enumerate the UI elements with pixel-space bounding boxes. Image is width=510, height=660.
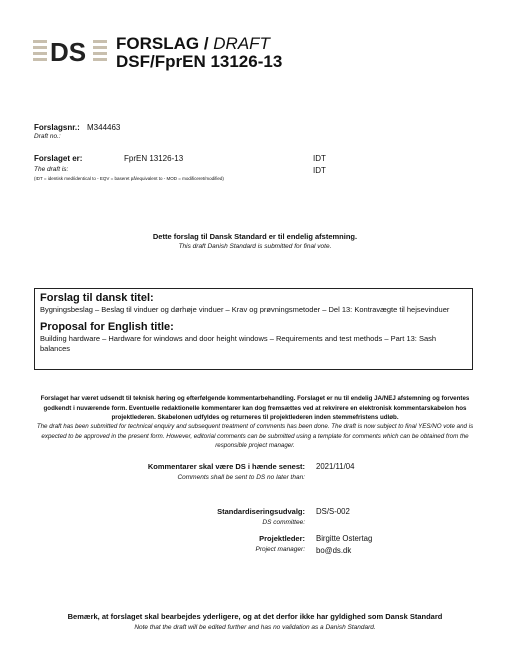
proposal-code-da: IDT — [313, 154, 326, 163]
proposal-legend: (IDT = identisk med/identical to - EQV = baseret på/equivalent to - MOD = modificeret/modified) — [34, 176, 224, 181]
proposal-sub: The draft is: — [34, 166, 69, 173]
draft-title-italic: DRAFT — [213, 34, 270, 53]
project-manager-sub: Project manager: — [255, 546, 305, 553]
proposal-value: FprEN 13126-13 — [124, 154, 184, 163]
danish-title-heading: Forslag til dansk titel: — [40, 292, 154, 304]
footer-note-da: Bemærk, at forslaget skal bearbejdes yderligere, og at det derfor ikke har gyldighed som Dansk Standard — [67, 612, 443, 621]
english-title-heading: Proposal for English title: — [40, 321, 174, 333]
draft-title — [116, 34, 270, 54]
project-manager-email[interactable]: bo@ds.dk — [316, 546, 352, 555]
committee-value: DS/S-002 — [316, 507, 350, 516]
english-title-text: Building hardware – Hardware for windows and door height windows – Requirements and test methods – Part 13: Sash balances — [40, 334, 437, 353]
standard-number: DSF/FprEN 13126-13 — [116, 52, 283, 71]
comments-deadline-value: 2021/11/04 — [316, 462, 355, 471]
vote-notice-da: Dette forslag til Dansk Standard er til endelig afstemning. — [152, 232, 358, 241]
project-manager-name: Birgitte Ostertag — [316, 534, 373, 543]
logo-stripes-left — [33, 40, 47, 61]
info-paragraph-en: The draft has been submitted for technical enquiry and subsequent treatment of comments has been done. The draft is now subject to final YES/NO vote and is expected to be approved in the present form. However, editorial comments can be submitted using a template for comments which can be obtained from the responsible project manager. — [36, 423, 474, 449]
footer-note-en: Note that the draft will be edited further and has no validation as a Danish Standard. — [134, 624, 376, 631]
vote-notice-en: This draft Danish Standard is submitted for final vote. — [178, 243, 332, 250]
proposal-code-en: IDT — [313, 166, 326, 175]
logo-stripes-right — [93, 40, 107, 61]
danish-title-text: Bygningsbeslag – Beslag til vinduer og dørhøje vinduer – Krav og prøvningsmetoder – Del 13: Kontravægte til hejsevinduer — [40, 305, 450, 314]
title-box — [34, 288, 473, 370]
logo-text: DS — [50, 37, 87, 64]
draft-no-sub: Draft no.: — [34, 133, 61, 140]
draft-no-label: Forslagsnr.: — [34, 123, 80, 132]
comments-deadline-sub: Comments shall be sent to DS no later than: — [177, 474, 305, 481]
ds-logo — [33, 36, 109, 64]
info-paragraph-da: Forslaget har været udsendt til teknisk høring og efterfølgende kommentarbehandling. Forslaget er nu til endelig JA/NEJ afstemning og forventes godkendt i nuværende form. Eventuelle redaktionelle kommentarer kan dog fremsættes ved at rekvirere en elektronisk kommentarskabelon hos projektlederen. Skabelonen udfyldes og returneres til projektlederen inden stemmefristens udløb. — [40, 395, 470, 421]
committee-sub: DS committee: — [262, 519, 305, 526]
draft-no-value: M344463 — [87, 123, 121, 132]
draft-title-bold: FORSLAG / — [116, 34, 214, 53]
committee-label: Standardiseringsudvalg: — [217, 507, 305, 516]
comments-deadline-label: Kommentarer skal være DS i hænde senest: — [147, 462, 305, 471]
project-manager-label: Projektleder: — [259, 534, 305, 543]
proposal-label: Forslaget er: — [34, 154, 83, 163]
